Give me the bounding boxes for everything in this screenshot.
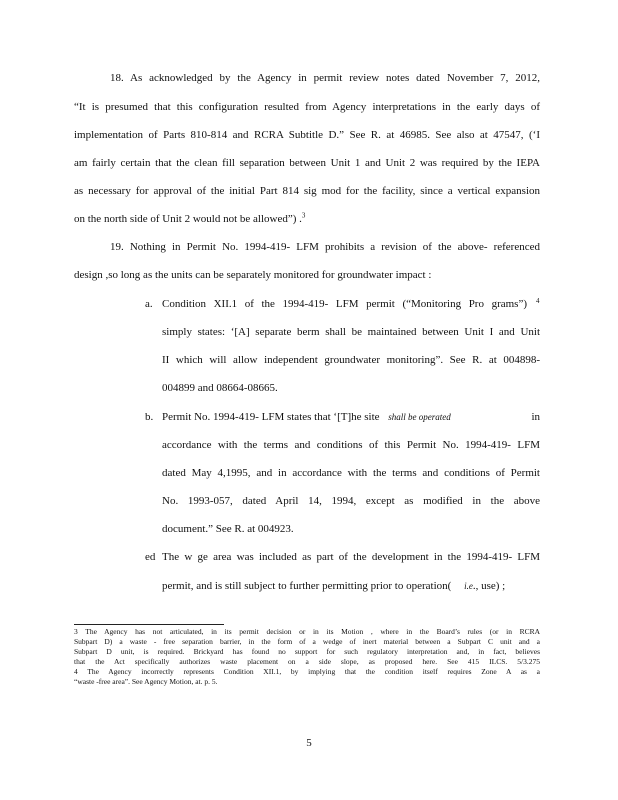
footnote-line-4: that the Act specifically authorizes waste placement on a side slope, as proposed here. See 415 ILCS. 5/3.275	[74, 657, 540, 666]
footnote-line-2: Subpart D) a waste - free separation barrier, in the form of a wedge of inert material between a Subpart C unit and a	[74, 637, 540, 646]
item-b-line-1-end: in	[531, 411, 540, 423]
item-c-label: ed	[145, 551, 156, 563]
item-c-italic: i.e	[464, 581, 473, 591]
para18-line-6-text: on the north side of Unit 2 would not be allowed”) .	[74, 213, 302, 225]
item-a-line-2: simply states: ‘[A] separate berm shall be maintained between Unit I and Unit	[162, 326, 540, 338]
item-c-line-2-end: ., use) ;	[472, 580, 506, 592]
para18-line-1: 18. As acknowledged by the Agency in permit review notes dated November 7, 2012,	[110, 72, 540, 84]
item-b-line-4: No. 1993-057, dated April 14, 1994, except as modified in the above	[162, 495, 540, 507]
document-page: 18. As acknowledged by the Agency in permit review notes dated November 7, 2012, “It is presumed that this configuration resulted from Agency interpretations in the early days of implementation of Parts 810-814 and RCRA Subtitle D.” See R. at 46985. See also at 47547, (‘I am fairly certain that the clean fill separation between Unit 1 and Unit 2 was required by the IEPA as necessary for approval of the initial Part 814 sig mod for the facility, since a vertical expansion on the north side of Unit 2 would not be allowed”) .$^3$ 19. Nothing in Permit No. 1994-419- LFM prohibits a revision of the above- referenced design ,so long as the units can be separately monitored for groundwater impact : a. Condition XII.1 of the 1994-419- LFM permit (“Monitoring Pro grams”) 4 simply states: ‘[A] separate berm shall be maintained between Unit I and Unit II which will allow independent groundwater monitoring”. See R. at 004898- 004899 and 08664-08665. b. Permit No. 1994-419- LFM states that ‘[T]he site shall be operated in accordance with the terms and conditions of this Permit No. 1994-419- LFM dated May 4,1995, and in accordance with the terms and conditions of Permit No. 1993-057, dated April 14, 1994, except as modified in the above document.” See R. at 004923. ed The w ge area was included as part of the development in the 1994-419- LFM permit, and is still subject to further permitting prior to operation( i.e., use) ; 3 The Agency has not articulated, in its permit decision or in its Motion , where in the Board’s rules (or in RCRA Subpart D) a waste - free separation barrier, in the form of a wedge of inert material between a Subpart C unit and a Subpart D unit, is required. Brickyard has found no support for such regulatory interpretation and, in fact, believes that the Act specifically authorizes waste placement on a side slope, as proposed here. See 415 ILCS. 5/3.275 4 The Agency incorrectly represents Condition XII.1, by implying that the condition itself requires Zone A as a “waste -free area”. See Agency Motion, at. p. 5. 5	[0, 0, 618, 800]
para19-line-2: design ,so long as the units can be separately monitored for groundwater impact :	[74, 269, 432, 281]
item-c-line-2-text: permit, and is still subject to further permitting prior to operation(	[162, 580, 452, 592]
para18-line-6	[74, 212, 540, 226]
item-a-label: a.	[145, 298, 153, 310]
para18-line-2: “It is presumed that this configuration resulted from Agency interpretations in the early days of	[74, 101, 540, 113]
para18-line-4: am fairly certain that the clean fill separation between Unit 1 and Unit 2 was required by the IEPA	[74, 157, 540, 169]
para19-line-1: 19. Nothing in Permit No. 1994-419- LFM prohibits a revision of the above- referenced	[110, 241, 540, 253]
item-a-line-3: II which will allow independent groundwater monitoring”. See R. at 004898-	[162, 354, 540, 366]
page-number: 5	[306, 737, 312, 749]
footnote-ref-3: 3	[301, 211, 306, 220]
item-b-label: b.	[145, 411, 154, 423]
item-a-line-4: 004899 and 08664-08665.	[162, 382, 278, 394]
footnote-divider	[74, 624, 224, 625]
item-c-line-2	[162, 579, 540, 593]
footnote-line-5: 4 The Agency incorrectly represents Condition XII.1, by implying that the condition itself requires Zone A as a	[74, 667, 540, 676]
item-a-line-1: Condition XII.1 of the 1994-419- LFM permit (“Monitoring Pro grams”)	[162, 298, 527, 310]
item-b-line-2: accordance with the terms and conditions of this Permit No. 1994-419- LFM	[162, 439, 540, 451]
item-c-line-1: The w ge area was included as part of the development in the 1994-419- LFM	[162, 551, 540, 563]
para18-line-5: as necessary for approval of the initial Part 814 sig mod for the facility, since a vertical expansion	[74, 185, 540, 197]
footnote-line-3: Subpart D unit, is required. Brickyard has found no support for such regulatory interpretation and, in fact, believes	[74, 647, 540, 656]
footnote-line-1: 3 The Agency has not articulated, in its permit decision or in its Motion , where in the Board’s rules (or in RCRA	[74, 627, 540, 636]
footnote-line-6: “waste -free area”. See Agency Motion, at. p. 5.	[74, 677, 218, 686]
item-b-italic: shall be operated	[388, 412, 451, 422]
item-b-line-1	[162, 410, 540, 424]
item-b-line-1-text: Permit No. 1994-419- LFM states that ‘[T]he site	[162, 411, 380, 423]
item-b-line-5: document.” See R. at 004923.	[162, 523, 294, 535]
para18-line-3: implementation of Parts 810-814 and RCRA Subtitle D.” See R. at 46985. See also at 47547, (‘I	[74, 129, 540, 141]
item-b-line-3: dated May 4,1995, and in accordance with the terms and conditions of Permit	[162, 467, 540, 479]
